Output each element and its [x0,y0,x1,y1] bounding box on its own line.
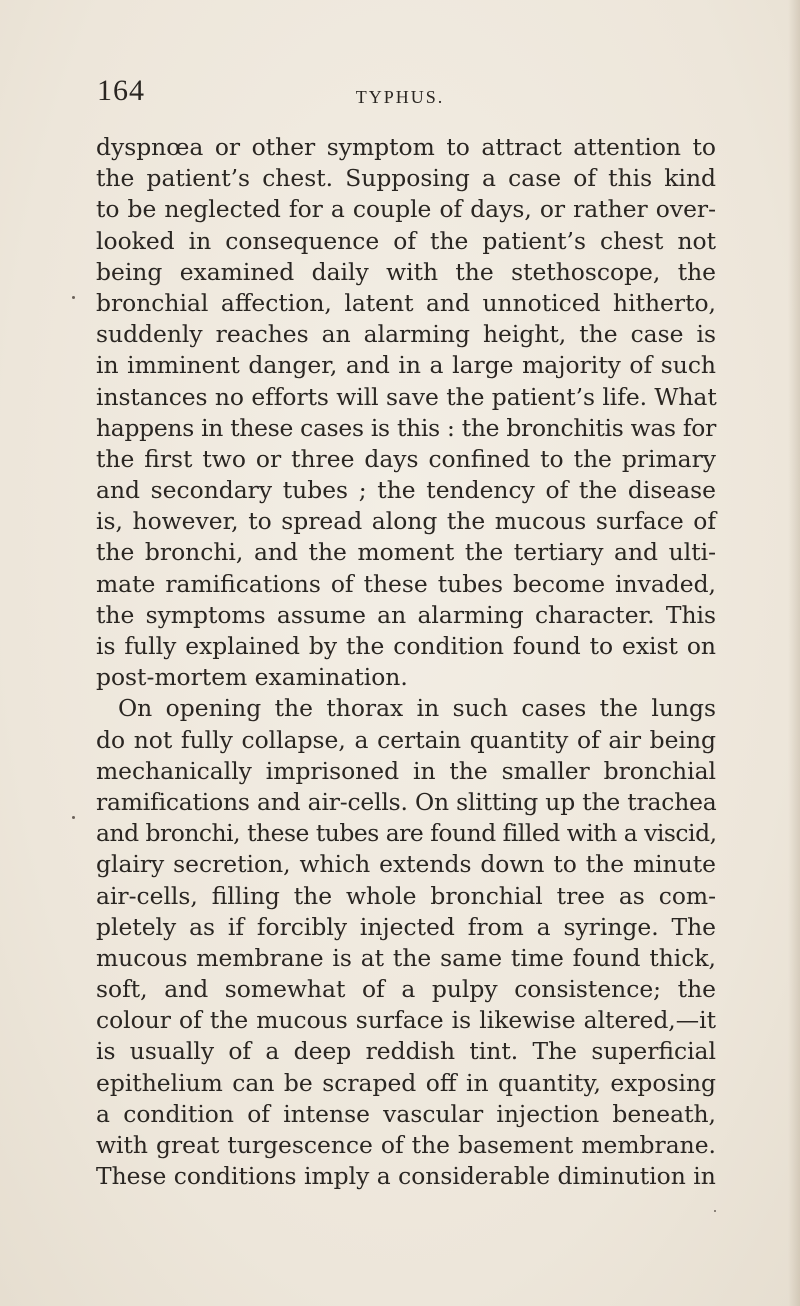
text-line: being examined daily with the stethoscope, the [96,257,716,286]
text-line: to be neglected for a couple of days, or rather over- [96,195,716,224]
page-number: 164 [97,74,145,107]
text-line: happens in these cases is this : the bronchitis was for [96,413,716,442]
margin-speck [72,816,75,819]
text-line: These conditions imply a considerable diminution in [96,1162,716,1191]
text-line: a condition of intense vascular injection beneath, [96,1099,716,1128]
text-line: do not fully collapse, a certain quantity of air being [96,725,716,754]
text-line: On opening the thorax in such cases the lungs [118,694,716,723]
text-line: mucous membrane is at the same time found thick, [96,943,716,972]
paragraph-1 [96,132,716,693]
text-line: and bronchi, these tubes are found filled with a viscid, [96,819,717,848]
page-edge-shadow [788,0,800,1306]
text-line: is fully explained by the condition found to exist on [96,632,716,660]
body-text [96,132,716,1192]
text-line: with great turgescence of the basement membrane. [96,1131,716,1159]
text-line: is usually of a deep reddish tint. The superficial [96,1037,716,1066]
text-line: the patient’s chest. Supposing a case of this kind [96,164,716,193]
text-line: instances no efforts will save the patient’s life. What [96,382,717,411]
text-line: the first two or three days confined to the primary [96,444,716,473]
text-line: bronchial affection, latent and unnoticed hitherto, [96,288,716,317]
text-line: and secondary tubes ; the tendency of the disease [96,476,716,505]
text-line: air-cells, filling the whole bronchial tree as com- [96,881,716,910]
text-line: mate ramifications of these tubes become invaded, [96,569,716,598]
text-line: looked in consequence of the patient’s chest not [96,226,716,255]
text-line: dyspnœa or other symptom to attract attention to [96,133,716,161]
text-line: pletely as if forcibly injected from a syringe. The [96,912,716,941]
text-line: is, however, to spread along the mucous surface of [96,507,716,536]
text-line: mechanically imprisoned in the smaller bronchial [96,756,716,785]
text-line: in imminent danger, and in a large majority of such [96,351,716,380]
paragraph-2 [96,693,716,1192]
text-line: the symptoms assume an alarming character. This [96,600,716,629]
text-line: epithelium can be scraped off in quantity, exposing [96,1068,716,1097]
text-line: soft, and somewhat of a pulpy consistence; the [96,975,716,1004]
text-line: the bronchi, and the moment the tertiary and ulti- [96,538,716,567]
margin-speck [714,1210,716,1212]
page-header [0,70,800,110]
text-line: suddenly reaches an alarming height, the case is [96,320,716,349]
text-line: colour of the mucous surface is likewise altered,—it [96,1006,716,1035]
text-line: glairy secretion, which extends down to the minute [96,850,716,879]
running-head: TYPHUS. [355,87,445,107]
text-line: post-mortem examination. [96,663,408,692]
text-line: ramifications and air-cells. On slitting up the trachea [96,787,717,816]
margin-speck [72,296,75,299]
